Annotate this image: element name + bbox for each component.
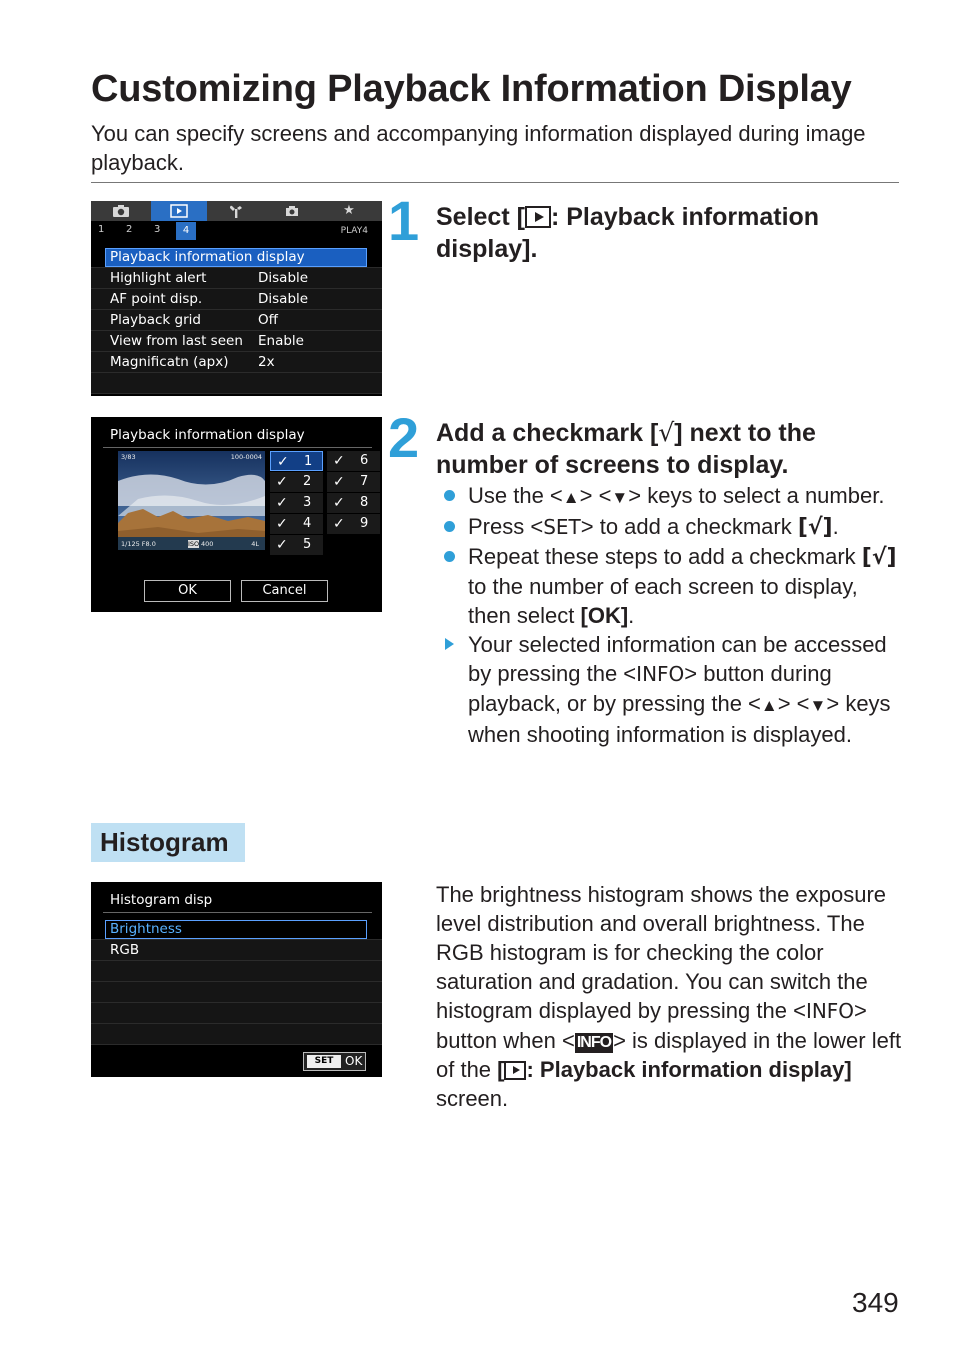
option-brightness[interactable] xyxy=(91,919,382,940)
screen-number: 2 xyxy=(303,474,312,489)
title-underline xyxy=(103,912,372,913)
screen-title: Playback information display xyxy=(110,427,305,443)
empty-row xyxy=(91,961,382,982)
option-label: RGB xyxy=(110,942,140,958)
playback-icon[interactable] xyxy=(151,201,207,221)
subtab-1[interactable]: 1 xyxy=(98,224,105,235)
menu-item-value: Disable xyxy=(258,291,309,307)
screen-number: 1 xyxy=(304,454,313,469)
thumb-exposure: 1/125 F8.0 xyxy=(121,540,156,548)
menu-item-value: 2x xyxy=(258,354,275,370)
screen-number: 4 xyxy=(303,516,312,531)
menu-item-label: Highlight alert xyxy=(110,270,207,286)
text: . xyxy=(832,514,839,539)
checkmark-icon: ✓ xyxy=(276,474,288,490)
screen-number: 9 xyxy=(360,516,369,531)
text: [ xyxy=(497,1057,505,1082)
bullet-dot-icon xyxy=(444,490,455,501)
custom-icon[interactable] xyxy=(264,201,320,221)
menu-empty-row xyxy=(91,373,382,394)
step-1-text-b: : Playback information display]. xyxy=(436,203,820,263)
screen-number: 6 xyxy=(360,453,369,468)
checkmark-icon: [√] xyxy=(797,515,833,540)
set-ok-button[interactable] xyxy=(303,1052,366,1071)
text: > is displayed in the lower left of the xyxy=(436,1028,902,1082)
subtab-2[interactable]: 2 xyxy=(126,224,133,235)
checkmark-icon: ✓ xyxy=(333,474,345,490)
text: to the number of each screen to display, then select xyxy=(468,574,858,628)
text: > < xyxy=(777,691,810,716)
checkmark-icon: [√] xyxy=(861,545,897,570)
menu-item-value: Enable xyxy=(258,333,304,349)
checkmark-icon: ✓ xyxy=(276,495,288,511)
step-1-text-a: Select [ xyxy=(436,203,525,231)
checkmark-icon: ✓ xyxy=(276,516,288,532)
wrench-icon[interactable] xyxy=(208,201,264,221)
option-label: Brightness xyxy=(110,921,182,937)
step-1-heading xyxy=(436,201,896,265)
text: > button during playback, or by pressing the < xyxy=(468,661,832,716)
step-2-heading-b: ] next to the number of screens to display. xyxy=(436,419,816,479)
list-item xyxy=(441,542,903,630)
menu-item-af-point-disp[interactable] xyxy=(91,289,382,310)
text: > < xyxy=(579,483,612,508)
camera-icon[interactable] xyxy=(93,201,149,221)
checkmark-icon: ✓ xyxy=(277,454,289,470)
screen-number: 3 xyxy=(303,495,312,510)
screen-check-8[interactable] xyxy=(327,493,380,513)
down-key-icon: ▼ xyxy=(611,488,629,507)
list-item xyxy=(441,481,903,512)
empty-row xyxy=(91,982,382,1003)
text: Repeat these steps to add a checkmark xyxy=(468,544,862,569)
info-button-icon: INFO xyxy=(805,999,855,1023)
screen-number: 7 xyxy=(360,474,369,489)
text: > to add a checkmark xyxy=(580,514,798,539)
screen-check-3[interactable] xyxy=(270,493,323,513)
text: Press < xyxy=(468,514,544,539)
menu-item-view-from-last-seen[interactable] xyxy=(91,331,382,352)
text: The brightness histogram shows the exposure level distribution and overall brightness. The RGB histogram is for checking the color saturation and gradation. You can switch the histogram displayed by pressing the < xyxy=(436,882,887,1023)
menu-item-label: AF point disp. xyxy=(110,291,203,307)
up-key-icon: ▲ xyxy=(562,488,580,507)
text: : Playback information display] xyxy=(526,1057,852,1082)
down-key-icon: ▼ xyxy=(809,696,827,715)
ok-button[interactable]: OK xyxy=(144,580,231,602)
thumb-quality: 4L xyxy=(251,540,259,548)
playback-info-display-screen xyxy=(91,417,382,612)
step-2-instructions xyxy=(441,481,903,749)
step-2-heading xyxy=(436,417,896,481)
screen-check-5[interactable] xyxy=(270,535,323,555)
menu-tab-bar xyxy=(91,201,382,221)
screen-check-9[interactable] xyxy=(327,514,380,534)
histogram-section-heading: Histogram xyxy=(91,823,245,862)
screen-title: Histogram disp xyxy=(110,892,213,908)
subtab-3[interactable]: 3 xyxy=(154,224,161,235)
menu-item-magnification[interactable] xyxy=(91,352,382,373)
option-rgb[interactable] xyxy=(91,940,382,961)
star-icon[interactable]: ★ xyxy=(343,203,355,218)
checkmark-icon: ✓ xyxy=(276,537,288,553)
menu-item-playback-info-display[interactable] xyxy=(91,247,382,268)
subtab-4[interactable]: 4 xyxy=(176,222,196,240)
menu-subtabs xyxy=(91,221,382,242)
info-badge-icon: INFO xyxy=(576,1034,612,1051)
text: Your selected information can be accessed by pressing the < xyxy=(468,632,887,686)
histogram-description xyxy=(436,880,906,1113)
playback-tab-icon xyxy=(525,206,551,228)
ok-label: [OK] xyxy=(580,603,629,628)
menu-item-label: Playback grid xyxy=(110,312,201,328)
menu-item-label: Magnificatn (apx) xyxy=(110,354,229,370)
set-label: SET xyxy=(307,1055,341,1068)
step-1-number: 1 xyxy=(388,189,420,252)
checkmark-icon: ✓ xyxy=(333,453,345,469)
empty-row xyxy=(91,1003,382,1024)
thumb-iso-value: 400 xyxy=(201,540,214,548)
playback-menu-screen xyxy=(91,201,382,396)
bullet-dot-icon xyxy=(444,551,455,562)
menu-item-playback-grid[interactable] xyxy=(91,310,382,331)
title-underline xyxy=(103,447,372,448)
thumb-frame-count: 3/83 xyxy=(121,453,136,461)
set-button-icon: SET xyxy=(543,515,581,539)
up-key-icon: ▲ xyxy=(760,696,778,715)
screen-check-6[interactable] xyxy=(327,451,380,471)
title-divider xyxy=(91,182,899,183)
checkmark-icon: √ xyxy=(658,418,675,447)
list-item xyxy=(441,512,903,542)
playback-tab-icon xyxy=(504,1061,526,1080)
screen-number: 8 xyxy=(360,495,369,510)
text: Use the < xyxy=(468,483,563,508)
ok-label: OK xyxy=(345,1054,363,1068)
screen-check-2[interactable] xyxy=(270,472,323,492)
empty-row xyxy=(91,1024,382,1045)
checkmark-icon: ✓ xyxy=(333,516,345,532)
text: > button when < xyxy=(436,998,867,1053)
screen-check-1[interactable] xyxy=(270,451,323,471)
page-title: Customizing Playback Information Display xyxy=(91,68,852,110)
info-button-icon: INFO xyxy=(636,662,685,686)
bullet-dot-icon xyxy=(444,521,455,532)
result-arrow-icon xyxy=(445,638,454,650)
page-label: PLAY4 xyxy=(340,226,368,236)
histogram-disp-screen xyxy=(91,882,382,1077)
screen-check-4[interactable] xyxy=(270,514,323,534)
step-2-heading-a: Add a checkmark [ xyxy=(436,419,659,447)
text: . xyxy=(628,603,635,628)
playback-thumbnail xyxy=(118,451,265,550)
screen-number: 5 xyxy=(303,537,312,552)
text: > keys when shooting information is displayed. xyxy=(468,691,891,747)
thumb-folder-number: 100-0004 xyxy=(230,453,262,461)
cancel-button[interactable]: Cancel xyxy=(241,580,328,602)
menu-item-value: Disable xyxy=(258,270,309,286)
menu-item-label: View from last seen xyxy=(110,333,243,349)
menu-item-value: Off xyxy=(258,312,278,328)
text: screen. xyxy=(436,1086,509,1111)
thumb-iso-badge: ISO xyxy=(188,540,200,548)
menu-item-highlight-alert[interactable] xyxy=(91,268,382,289)
step-2-number: 2 xyxy=(388,406,420,469)
text: > keys to select a number. xyxy=(628,483,885,508)
menu-item-label: Playback information display xyxy=(110,249,305,265)
page-number: 349 xyxy=(852,1287,899,1318)
screen-check-7[interactable] xyxy=(327,472,380,492)
checkmark-icon: ✓ xyxy=(333,495,345,511)
list-item xyxy=(441,630,903,749)
intro-text: You can specify screens and accompanying information displayed during image playback. xyxy=(91,121,866,175)
